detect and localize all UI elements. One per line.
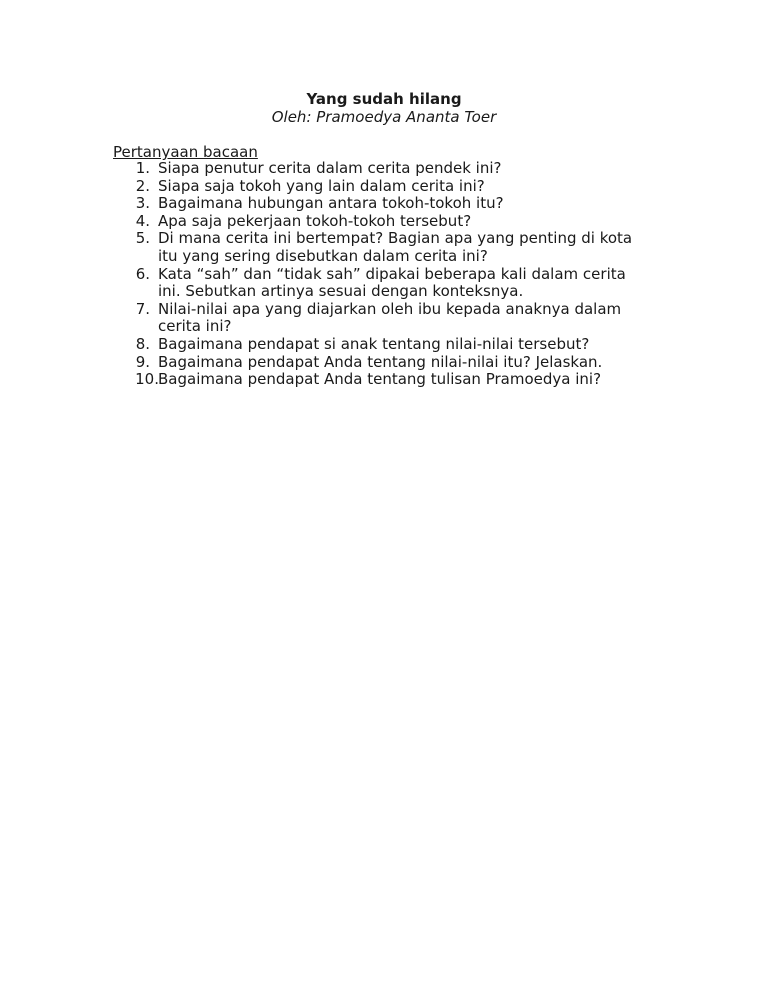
question-text: Kata “sah” dan “tidak sah” dipakai beberapa kali dalam cerita ini. Sebutkan artinya sesuai dengan konteksnya. — [158, 264, 626, 301]
list-item — [113, 213, 653, 231]
section-heading: Pertanyaan bacaan — [113, 143, 258, 161]
list-item — [113, 230, 653, 265]
question-number: 4. — [135, 211, 150, 230]
list-item — [113, 160, 653, 178]
question-list — [113, 160, 653, 389]
question-number: 6. — [135, 264, 150, 283]
document-title: Yang sudah hilang — [306, 90, 462, 108]
question-text: Bagaimana hubungan antara tokoh-tokoh itu? — [158, 194, 504, 213]
question-number: 3. — [135, 194, 150, 213]
question-text: Apa saja pekerjaan tokoh-tokoh tersebut? — [158, 211, 472, 230]
question-number: 2. — [135, 176, 150, 195]
question-number: 1. — [135, 159, 150, 177]
question-text: Di mana cerita ini bertempat? Bagian apa yang penting di kota itu yang sering disebutkan dalam cerita ini? — [158, 229, 633, 265]
question-number: 10. — [135, 370, 159, 389]
list-item — [113, 266, 653, 301]
list-item — [113, 178, 653, 196]
list-item — [113, 354, 653, 372]
question-text: Siapa saja tokoh yang lain dalam cerita ini? — [158, 176, 485, 195]
question-text: Bagaimana pendapat si anak tentang nilai-nilai tersebut? — [158, 334, 590, 353]
list-item — [113, 195, 653, 213]
question-text: Nilai-nilai apa yang diajarkan oleh ibu kepada anaknya dalam cerita ini? — [158, 299, 622, 336]
question-number: 7. — [135, 299, 150, 318]
question-text: Siapa penutur cerita dalam cerita pendek ini? — [158, 159, 502, 177]
question-text: Bagaimana pendapat Anda tentang tulisan Pramoedya ini? — [158, 370, 602, 389]
list-item — [113, 301, 653, 336]
question-text: Bagaimana pendapat Anda tentang nilai-nilai itu? Jelaskan. — [158, 352, 603, 371]
list-item — [113, 371, 653, 389]
question-number: 8. — [135, 334, 150, 353]
question-number: 5. — [135, 229, 150, 248]
list-item — [113, 336, 653, 354]
document-author: Oleh: Pramoedya Ananta Toer — [271, 108, 497, 126]
question-number: 9. — [135, 352, 150, 371]
